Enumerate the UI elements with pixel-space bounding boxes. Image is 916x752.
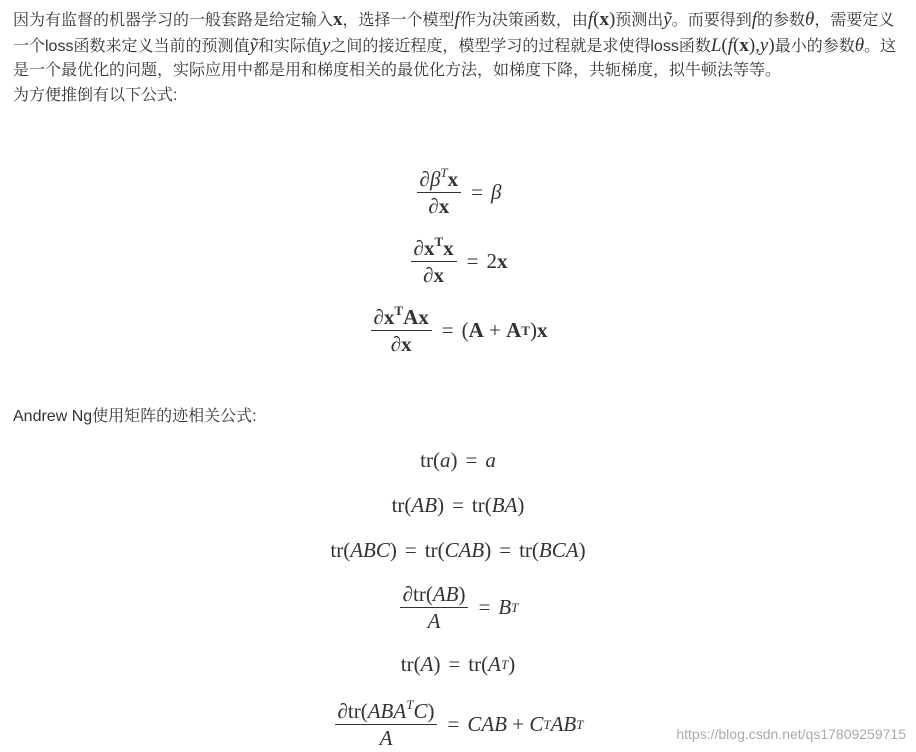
formula-1: $\frac{\partial\beta^Tx}{\partial x}$ = β [0,166,916,219]
formula-2: $\frac{\partial x^Tx}{\partial x}$ = 2 x [0,235,916,288]
trace-formula-3: tr( ABC ) = tr( CAB ) = tr( BCA ) [330,538,586,562]
watermark-text: https://blog.csdn.net/qs17809259715 [676,726,906,742]
trace-formula-2: tr( AB ) = tr( BA ) [391,493,525,517]
intro-paragraph: 因为有监督的机器学习的一般套路是给定输入x，选择一个模型f作为决策函数，由f(x)预测出ỹ。而要得到f的参数θ，需要定义一个loss函数来定义当前的预测值ỹ和实际值y之间的接近程度，模型学习的过程就是求使得loss函数L(f(x),y)最小的参数θ。这是一个最优化的问题，实际应用中都是用和梯度相关的最优化方法，如梯度下降，共轭梯度，拟牛顿法等等。 [13,9,897,79]
trace-formula-5: tr( A ) = tr( A T ) [400,652,516,676]
formula-3: $\frac{\partial x^TAx}{\partial x}$ = ( A + A T ) x [0,304,916,357]
trace-formula-6: $\frac{\partial tr(ABA^TC)}{A}$ = CAB + C T AB T [0,698,916,751]
trace-formula-4: $\frac{\partial tr(AB)}{A}$ = B T [0,581,916,634]
formula-intro: 为方便推倒有以下公式: [13,86,178,104]
article-body [13,8,903,108]
andrew-intro: Andrew Ng使用矩阵的迹相关公式: [13,408,257,425]
trace-formula-1: tr( a ) = a [420,448,496,472]
